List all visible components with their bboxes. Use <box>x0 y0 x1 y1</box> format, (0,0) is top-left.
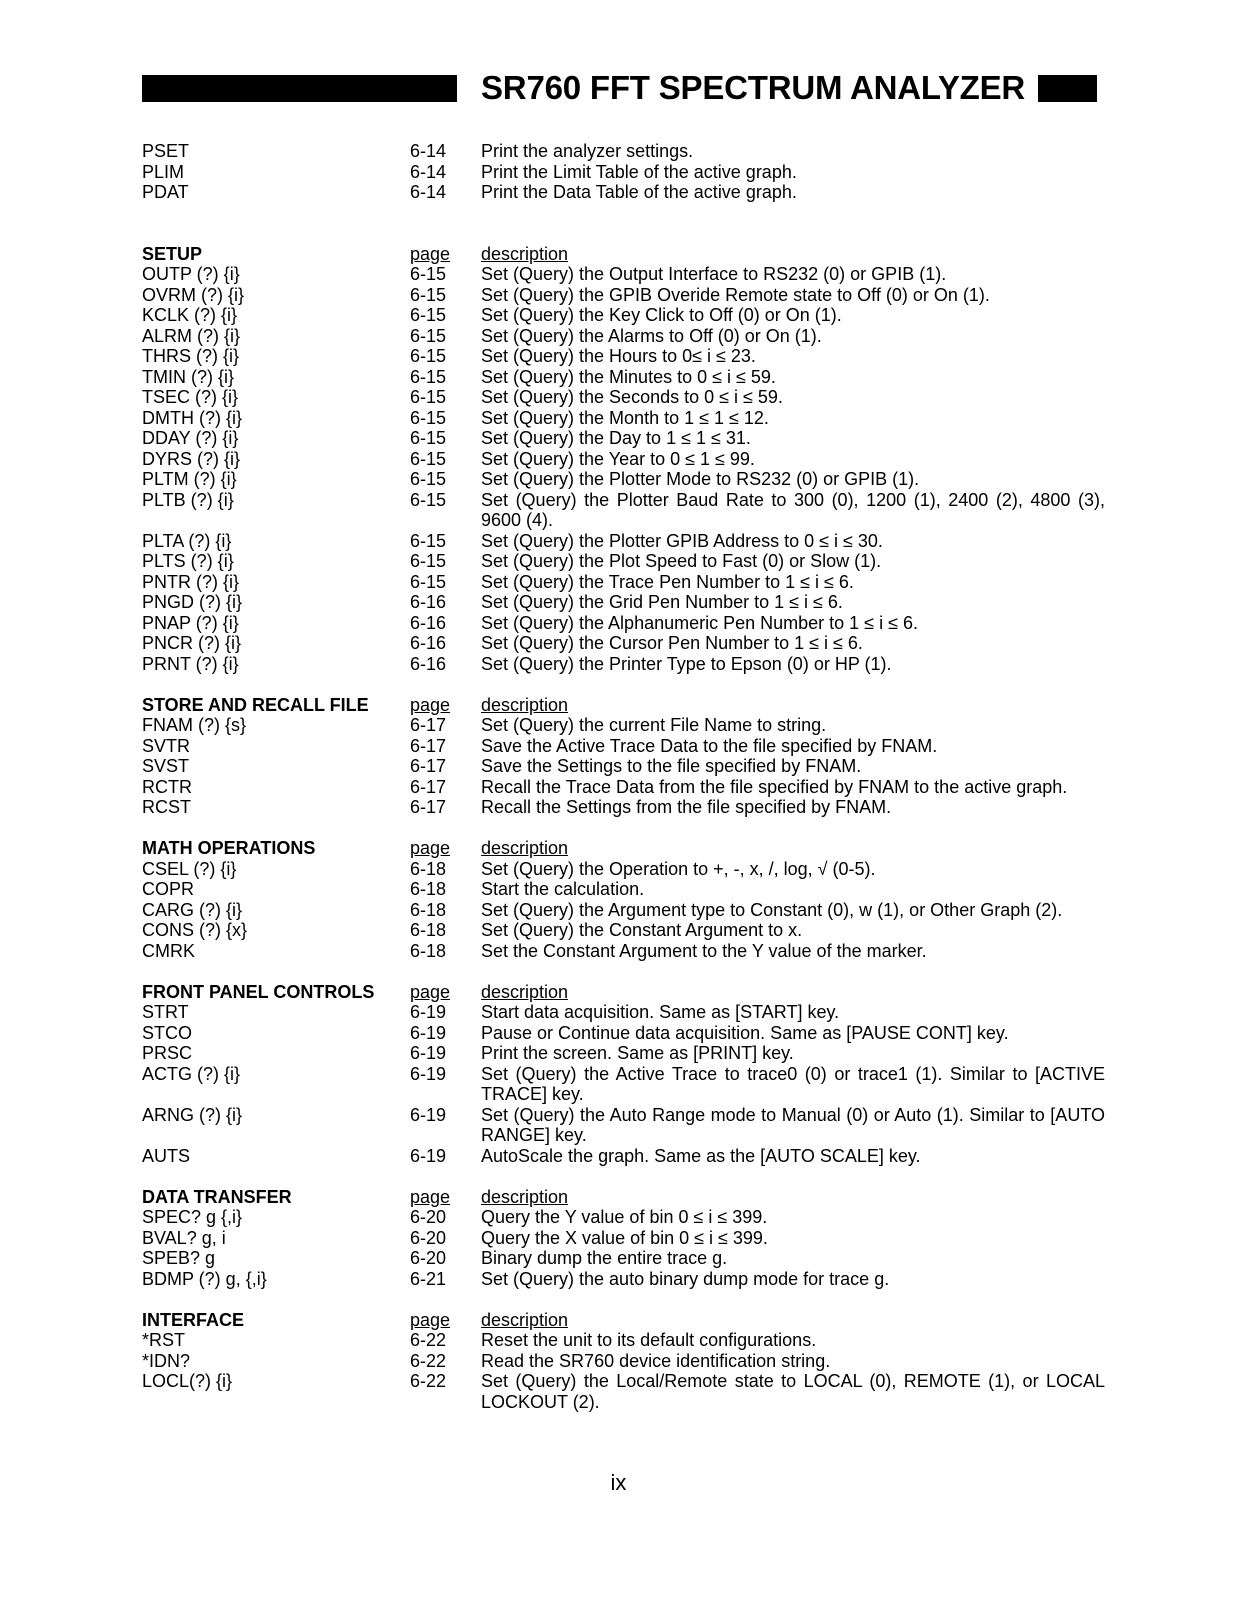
command-page: 6-17 <box>410 797 447 817</box>
command-page: 6-17 <box>410 735 447 756</box>
command-name: CMRK <box>142 940 195 961</box>
command-name: SPEC? g {,i} <box>142 1207 243 1227</box>
command-page: 6-18 <box>410 920 447 940</box>
command-name: PRSC <box>142 1043 193 1063</box>
command-name: ALRM (?) {i} <box>142 325 241 346</box>
section-title: FRONT PANEL CONTROLS <box>142 981 375 1002</box>
table-row <box>142 428 1105 449</box>
section-interface <box>142 1310 1105 1413</box>
command-description: Recall the Settings from the file specified by FNAM. <box>481 797 892 817</box>
page-column-label: page <box>410 838 451 858</box>
section-spacer <box>142 1166 1105 1187</box>
table-row <box>142 1043 1105 1064</box>
table-row <box>142 592 1105 613</box>
table-row <box>142 408 1105 429</box>
table-row <box>142 633 1105 654</box>
table-row <box>142 1023 1105 1044</box>
page-column-label: page <box>410 1186 451 1207</box>
command-description: Set (Query) the Grid Pen Number to 1 ≤ i ≤ 6. <box>481 592 843 612</box>
section-spacer <box>142 1289 1105 1310</box>
command-page: 6-22 <box>410 1330 447 1350</box>
table-row <box>142 920 1105 941</box>
section-header <box>142 695 1105 716</box>
command-description: Set (Query) the Constant Argument to x. <box>481 920 803 940</box>
section-front-panel-controls <box>142 982 1105 1167</box>
command-page: 6-22 <box>410 1350 447 1371</box>
sections-container <box>142 244 1105 1413</box>
table-row <box>142 531 1105 552</box>
command-name: DMTH (?) {i} <box>142 407 243 428</box>
command-list <box>142 141 1105 1412</box>
table-row <box>142 1228 1105 1249</box>
command-page: 6-20 <box>410 1207 447 1227</box>
table-row <box>142 305 1105 326</box>
header-bar-right <box>1038 75 1097 102</box>
section-title: MATH OPERATIONS <box>142 838 316 858</box>
table-row <box>142 613 1105 634</box>
command-page: 6-14 <box>410 161 447 182</box>
command-description: Pause or Continue data acquisition. Same as [PAUSE CONT] key. <box>481 1022 1009 1043</box>
command-page: 6-15 <box>410 407 447 428</box>
table-row <box>142 285 1105 306</box>
section-spacer <box>142 818 1105 839</box>
command-page: 6-18 <box>410 940 447 961</box>
command-page: 6-19 <box>410 1063 447 1084</box>
command-page: 6-15 <box>410 387 447 407</box>
command-name: AUTS <box>142 1145 191 1166</box>
command-description: Set (Query) the Auto Range mode to Manual (0) or Auto (1). Similar to [AUTO RANGE] key. <box>481 1104 1105 1145</box>
section-spacer <box>142 203 1105 244</box>
command-page: 6-15 <box>410 469 447 489</box>
command-name: *IDN? <box>142 1350 191 1371</box>
command-page: 6-21 <box>410 1268 447 1289</box>
command-page: 6-14 <box>410 141 447 161</box>
section-data-transfer <box>142 1187 1105 1290</box>
table-row <box>142 1146 1105 1167</box>
command-description: Set the Constant Argument to the Y value of the marker. <box>481 940 927 961</box>
table-row <box>142 1064 1105 1105</box>
command-name: PNGD (?) {i} <box>142 592 243 612</box>
command-name: CARG (?) {i} <box>142 899 243 920</box>
section-title: STORE AND RECALL FILE <box>142 694 369 715</box>
section-intro <box>142 141 1105 203</box>
section-title: DATA TRANSFER <box>142 1186 292 1207</box>
command-page: 6-15 <box>410 571 447 592</box>
command-name: PLTS (?) {i} <box>142 551 234 571</box>
table-row <box>142 469 1105 490</box>
command-description: Set (Query) the Seconds to 0 ≤ i ≤ 59. <box>481 387 783 407</box>
table-row <box>142 326 1105 347</box>
command-page: 6-15 <box>410 551 447 571</box>
command-name: ARNG (?) {i} <box>142 1104 243 1125</box>
table-row <box>142 367 1105 388</box>
command-description: Set (Query) the Day to 1 ≤ 1 ≤ 31. <box>481 428 751 448</box>
command-description: Save the Active Trace Data to the file specified by FNAM. <box>481 735 938 756</box>
section-header <box>142 244 1105 265</box>
command-page: 6-16 <box>410 653 447 674</box>
command-description: Set (Query) the Month to 1 ≤ 1 ≤ 12. <box>481 407 769 428</box>
section-spacer <box>142 674 1105 695</box>
command-page: 6-17 <box>410 715 447 735</box>
command-page: 6-16 <box>410 612 447 633</box>
table-row <box>142 1269 1105 1290</box>
command-name: PNCR (?) {i} <box>142 633 242 653</box>
command-description: Print the Data Table of the active graph. <box>481 182 797 202</box>
command-description: Start data acquisition. Same as [START] key. <box>481 1002 840 1022</box>
command-name: ACTG (?) {i} <box>142 1063 241 1084</box>
section-header <box>142 1310 1105 1331</box>
command-description: Reset the unit to its default configurations. <box>481 1330 817 1350</box>
command-page: 6-19 <box>410 1145 447 1166</box>
section-title: SETUP <box>142 243 203 264</box>
section-title: INTERFACE <box>142 1309 245 1330</box>
command-description: Set (Query) the Output Interface to RS232 (0) or GPIB (1). <box>481 264 947 284</box>
command-name: PSET <box>142 141 190 161</box>
table-row <box>142 1105 1105 1146</box>
table-row <box>142 346 1105 367</box>
command-name: *RST <box>142 1330 186 1350</box>
command-name: STRT <box>142 1002 189 1022</box>
command-description: Start the calculation. <box>481 879 645 899</box>
command-description: Set (Query) the current File Name to string. <box>481 715 827 735</box>
command-description: Print the screen. Same as [PRINT] key. <box>481 1043 794 1063</box>
table-row <box>142 387 1105 408</box>
command-description: Set (Query) the GPIB Overide Remote state to Off (0) or On (1). <box>481 284 990 305</box>
table-row <box>142 572 1105 593</box>
description-column-label: description <box>481 1309 569 1330</box>
page-title: SR760 FFT SPECTRUM ANALYZER <box>481 69 1026 106</box>
section-header <box>142 1187 1105 1208</box>
command-name: PLIM <box>142 161 185 182</box>
command-name: RCST <box>142 797 191 817</box>
command-name: SVTR <box>142 735 191 756</box>
table-row <box>142 490 1105 531</box>
command-page: 6-15 <box>410 284 447 305</box>
page-column-label: page <box>410 243 451 264</box>
command-name: DYRS (?) {i} <box>142 448 241 469</box>
command-description: Query the X value of bin 0 ≤ i ≤ 399. <box>481 1227 768 1248</box>
page-column-label: page <box>410 1309 451 1330</box>
command-page: 6-18 <box>410 858 447 879</box>
table-row <box>142 797 1105 818</box>
command-page: 6-18 <box>410 899 447 920</box>
command-description: Set (Query) the Cursor Pen Number to 1 ≤ i ≤ 6. <box>481 633 863 653</box>
table-row <box>142 1248 1105 1269</box>
command-description: Recall the Trace Data from the file specified by FNAM to the active graph. <box>481 776 1068 797</box>
command-name: FNAM (?) {s} <box>142 715 247 735</box>
table-row <box>142 654 1105 675</box>
command-description: Set (Query) the Plotter Mode to RS232 (0) or GPIB (1). <box>481 469 920 489</box>
section-math-operations <box>142 838 1105 961</box>
command-name: TMIN (?) {i} <box>142 366 235 387</box>
command-name: OUTP (?) {i} <box>142 264 240 284</box>
command-description: Set (Query) the Trace Pen Number to 1 ≤ i ≤ 6. <box>481 571 854 592</box>
section-setup <box>142 244 1105 675</box>
table-row <box>142 756 1105 777</box>
page-column-label: page <box>410 981 451 1002</box>
command-page: 6-16 <box>410 633 447 653</box>
command-name: PLTB (?) {i} <box>142 489 234 510</box>
command-description: Set (Query) the Plotter GPIB Address to 0 ≤ i ≤ 30. <box>481 530 883 551</box>
description-column-label: description <box>481 1186 569 1207</box>
command-description: Print the Limit Table of the active graph. <box>481 161 797 182</box>
description-column-label: description <box>481 243 569 264</box>
command-page: 6-19 <box>410 1002 447 1022</box>
command-description: Binary dump the entire trace g. <box>481 1248 728 1268</box>
command-page: 6-15 <box>410 489 447 510</box>
table-row <box>142 162 1105 183</box>
command-name: CSEL (?) {i} <box>142 858 237 879</box>
section-spacer <box>142 961 1105 982</box>
command-name: BVAL? g, i <box>142 1227 226 1248</box>
command-page: 6-19 <box>410 1022 447 1043</box>
table-row <box>142 1371 1105 1412</box>
command-name: CONS (?) {x} <box>142 920 248 940</box>
command-name: PRNT (?) {i} <box>142 653 239 674</box>
command-page: 6-15 <box>410 264 447 284</box>
command-name: DDAY (?) {i} <box>142 428 239 448</box>
table-row <box>142 1002 1105 1023</box>
command-description: Set (Query) the Plot Speed to Fast (0) or Slow (1). <box>481 551 882 571</box>
command-page: 6-15 <box>410 346 447 366</box>
command-name: THRS (?) {i} <box>142 346 240 366</box>
command-description: Read the SR760 device identification string. <box>481 1350 831 1371</box>
command-description: Set (Query) the Operation to +, -, x, /, log, √ (0-5). <box>481 858 876 879</box>
table-row <box>142 777 1105 798</box>
table-row <box>142 941 1105 962</box>
table-row <box>142 900 1105 921</box>
command-page: 6-19 <box>410 1104 447 1125</box>
command-description: Set (Query) the Plotter Baud Rate to 300 (0), 1200 (1), 2400 (2), 4800 (3), 9600 (4). <box>481 489 1105 530</box>
command-description: Set (Query) the Year to 0 ≤ 1 ≤ 99. <box>481 448 755 469</box>
page-column-label: page <box>410 694 451 715</box>
table-row <box>142 715 1105 736</box>
command-name: SVST <box>142 756 190 776</box>
command-description: Set (Query) the Active Trace to trace0 (0) or trace1 (1). Similar to [ACTIVE TRACE] key. <box>481 1063 1105 1104</box>
command-page: 6-14 <box>410 182 447 202</box>
command-description: Query the Y value of bin 0 ≤ i ≤ 399. <box>481 1207 768 1227</box>
command-name: KCLK (?) {i} <box>142 305 238 325</box>
command-name: LOCL(?) {i} <box>142 1371 233 1391</box>
command-name: PLTM (?) {i} <box>142 469 237 489</box>
description-column-label: description <box>481 694 569 715</box>
table-row <box>142 879 1105 900</box>
table-row <box>142 551 1105 572</box>
page-number: ix <box>610 1470 627 1495</box>
command-name: OVRM (?) {i} <box>142 284 245 305</box>
table-row <box>142 1351 1105 1372</box>
command-page: 6-19 <box>410 1043 447 1063</box>
command-page: 6-16 <box>410 592 447 612</box>
table-row <box>142 141 1105 162</box>
command-description: Set (Query) the Alarms to Off (0) or On (1). <box>481 325 822 346</box>
command-page: 6-17 <box>410 756 447 776</box>
section-store-and-recall-file <box>142 695 1105 818</box>
table-row <box>142 182 1105 203</box>
command-name: BDMP (?) g, {,i} <box>142 1268 267 1289</box>
table-row <box>142 449 1105 470</box>
command-description: Set (Query) the Key Click to Off (0) or On (1). <box>481 305 842 325</box>
command-name: PLTA (?) {i} <box>142 530 232 551</box>
command-description: Set (Query) the auto binary dump mode for trace g. <box>481 1268 890 1289</box>
command-name: RCTR <box>142 776 192 797</box>
description-column-label: description <box>481 981 569 1002</box>
section-header <box>142 838 1105 859</box>
command-description: Set (Query) the Minutes to 0 ≤ i ≤ 59. <box>481 366 776 387</box>
header-bar-left <box>142 75 457 102</box>
command-name: SPEB? g <box>142 1248 216 1268</box>
table-row <box>142 736 1105 757</box>
command-name: COPR <box>142 879 195 899</box>
command-description: Print the analyzer settings. <box>481 141 694 161</box>
table-row <box>142 264 1105 285</box>
command-page: 6-15 <box>410 325 447 346</box>
command-page: 6-15 <box>410 428 447 448</box>
command-name: TSEC (?) {i} <box>142 387 239 407</box>
command-name: STCO <box>142 1022 193 1043</box>
command-page: 6-17 <box>410 776 447 797</box>
command-description: Set (Query) the Printer Type to Epson (0) or HP (1). <box>481 653 892 674</box>
command-description: AutoScale the graph. Same as the [AUTO SCALE] key. <box>481 1145 921 1166</box>
command-description: Set (Query) the Hours to 0≤ i ≤ 23. <box>481 346 756 366</box>
command-description: Save the Settings to the file specified by FNAM. <box>481 756 862 776</box>
command-description: Set (Query) the Argument type to Constant (0), w (1), or Other Graph (2). <box>481 899 1063 920</box>
command-description: Set (Query) the Local/Remote state to LOCAL (0), REMOTE (1), or LOCAL LOCKOUT (2). <box>481 1371 1105 1412</box>
command-name: PNAP (?) {i} <box>142 612 239 633</box>
command-page: 6-20 <box>410 1248 447 1268</box>
table-row <box>142 859 1105 880</box>
table-row <box>142 1207 1105 1228</box>
command-page: 6-15 <box>410 366 447 387</box>
command-page: 6-22 <box>410 1371 447 1391</box>
table-row <box>142 1330 1105 1351</box>
command-name: PNTR (?) {i} <box>142 571 240 592</box>
command-page: 6-15 <box>410 530 447 551</box>
command-page: 6-20 <box>410 1227 447 1248</box>
command-page: 6-15 <box>410 305 447 325</box>
description-column-label: description <box>481 838 569 858</box>
command-page: 6-18 <box>410 879 447 899</box>
command-description: Set (Query) the Alphanumeric Pen Number to 1 ≤ i ≤ 6. <box>481 612 918 633</box>
command-name: PDAT <box>142 182 189 202</box>
command-page: 6-15 <box>410 448 447 469</box>
section-header <box>142 982 1105 1003</box>
